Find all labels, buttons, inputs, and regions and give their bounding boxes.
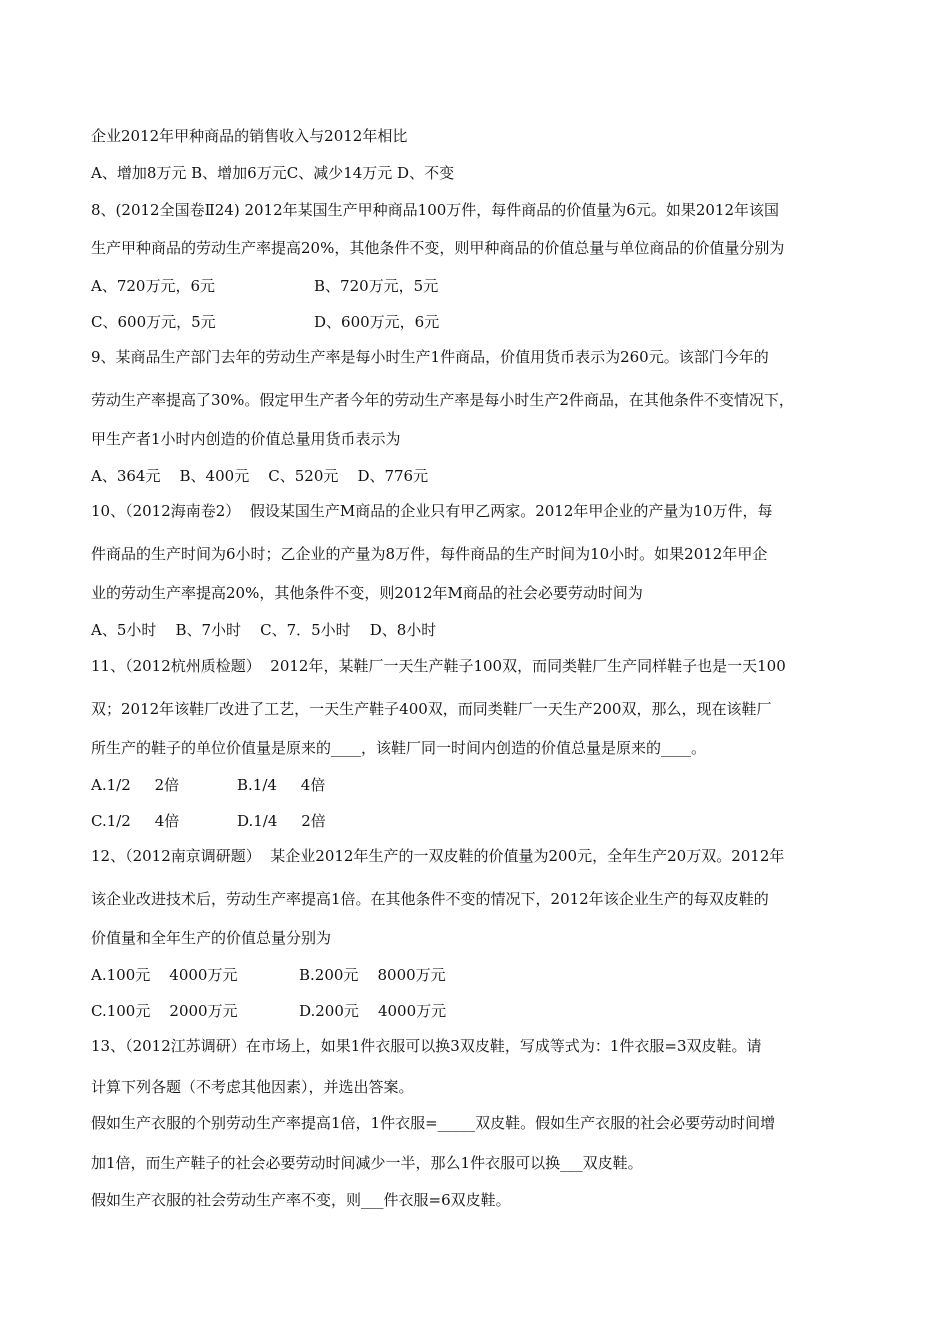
q8-option-c: C、600万元，5元 — [91, 313, 216, 331]
q13-stem-line-2: 计算下列各题（不考虑其他因素），并选出答案。 — [91, 1078, 414, 1096]
q12-stem-line-1: 12、（2012南京调研题） 某企业2012年生产的一双皮鞋的价值量为200元，全年生产20万双。2012年 — [91, 847, 785, 865]
q13-item-1-line-2: 加1倍，而生产鞋子的社会必要劳动时间减少一半，那么1件衣服可以换___双皮鞋。 — [91, 1154, 643, 1172]
q11-option-a: A.1/2 2倍 — [91, 776, 180, 794]
q12-option-d: D.200元 4000万元 — [299, 1002, 447, 1020]
q11-stem-line-2: 双；2012年该鞋厂改进了工艺，一天生产鞋子400双，而同类鞋厂一天生产200双，那么，现在该鞋厂 — [91, 700, 772, 718]
q12-option-c: C.100元 2000万元 — [91, 1002, 238, 1020]
q10-stem-line-1: 10、（2012海南卷2） 假设某国生产M商品的企业只有甲乙两家。2012年甲企业的产量为10万件，每 — [91, 502, 773, 520]
q11-option-c: C.1/2 4倍 — [91, 812, 180, 830]
q13-item-1-line-1: 假如生产衣服的个别劳动生产率提高1倍，1件衣服=_____双皮鞋。假如生产衣服的社会必要劳动时间增 — [91, 1114, 776, 1132]
q9-stem-line-1: 9、某商品生产部门去年的劳动生产率是每小时生产1件商品，价值用货币表示为260元。该部门今年的 — [91, 348, 769, 366]
q8-option-b: B、720万元，5元 — [314, 277, 439, 295]
q8-stem-line-1: 8、(2012全国卷Ⅱ24) 2012年某国生产甲种商品100万件，每件商品的价值量为6元。如果2012年该国 — [91, 201, 779, 219]
q11-stem-line-3: 所生产的鞋子的单位价值量是原来的____，该鞋厂同一时间内创造的价值总量是原来的____。 — [91, 739, 707, 757]
q12-option-a: A.100元 4000万元 — [91, 966, 238, 984]
q12-stem-line-2: 该企业改进技术后，劳动生产率提高1倍。在其他条件不变的情况下，2012年该企业生产的每双皮鞋的 — [91, 890, 769, 908]
q12-option-b: B.200元 8000万元 — [299, 966, 446, 984]
q10-stem-line-2: 件商品的生产时间为6小时；乙企业的产量为8万件，每件商品的生产时间为10小时。如果2012年甲企 — [91, 545, 768, 563]
q11-option-b: B.1/4 4倍 — [237, 776, 326, 794]
q13-stem-line-1: 13、（2012江苏调研）在市场上，如果1件衣服可以换3双皮鞋，写成等式为：1件衣服=3双皮鞋。请 — [91, 1037, 762, 1055]
q8-stem-line-2: 生产甲种商品的劳动生产率提高20%，其他条件不变，则甲种商品的价值总量与单位商品的价值量分别为 — [91, 239, 785, 257]
q8-option-a: A、720万元，6元 — [91, 277, 216, 295]
q13-item-2: 假如生产衣服的社会劳动生产率不变，则___件衣服=6双皮鞋。 — [91, 1191, 511, 1209]
q10-options: A、5小时 B、7小时 C、7．5小时 D、8小时 — [91, 621, 437, 639]
q9-options: A、364元 B、400元 C、520元 D、776元 — [91, 467, 429, 485]
q7-options: A、增加8万元 B、增加6万元C、减少14万元 D、不变 — [91, 164, 455, 182]
q8-option-d: D、600万元，6元 — [314, 313, 440, 331]
q11-option-d: D.1/4 2倍 — [237, 812, 326, 830]
q10-stem-line-3: 业的劳动生产率提高20%，其他条件不变，则2012年M商品的社会必要劳动时间为 — [91, 584, 643, 602]
q11-stem-line-1: 11、（2012杭州质检题） 2012年，某鞋厂一天生产鞋子100双，而同类鞋厂生产同样鞋子也是一天100 — [91, 657, 786, 675]
q9-stem-line-2: 劳动生产率提高了30%。假定甲生产者今年的劳动生产率是每小时生产2件商品，在其他条件不变情况下， — [91, 391, 794, 409]
q9-stem-line-3: 甲生产者1小时内创造的价值总量用货币表示为 — [91, 430, 401, 448]
q12-stem-line-3: 价值量和全年生产的价值总量分别为 — [91, 929, 332, 947]
q7-continuation-line: 企业2012年甲种商品的销售收入与2012年相比 — [91, 127, 408, 145]
